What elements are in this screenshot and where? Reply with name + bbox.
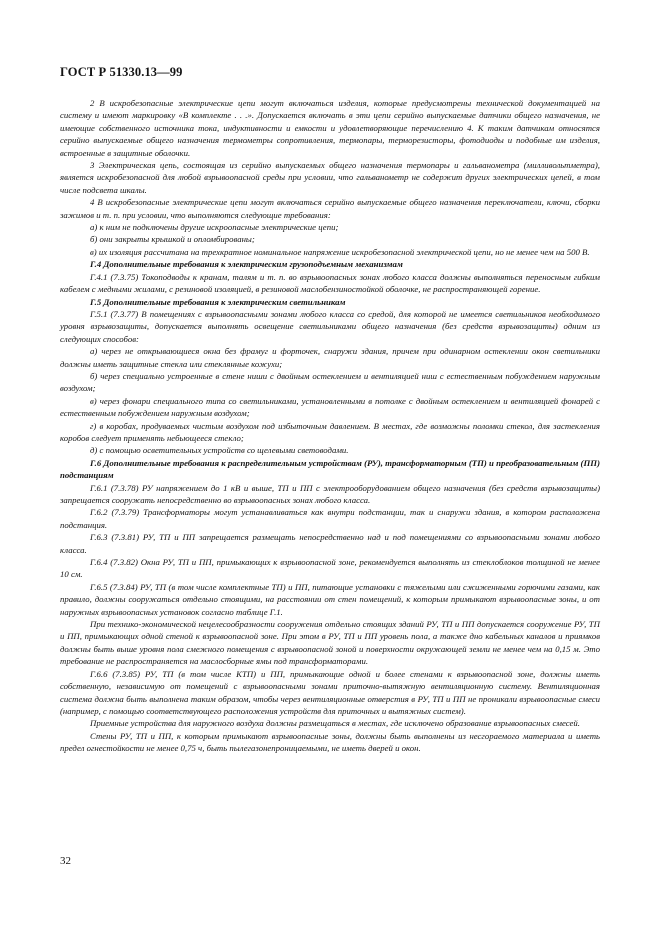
clause-g6-5-cont: При технико-экономической нецелесообразности сооружения отдельно стоящих зданий РУ, ТП и ПП допускается сооружение РУ, ТП и ПП, примыкающих одной стеной к взрывоопасной зоне. При этом в РУ, ТП и ПП уровень пола, а также дно кабельных каналов и приямков должны быть выше уровня пола смежного помещения с взрывоопасной зоной и поверхности окружающей земли не менее чем на 0,15 м. Это требование не распространяется на маслосборные ямы под трансформаторами. (60, 619, 600, 667)
clause-g6-3: Г.6.3 (7.3.81) РУ, ТП и ПП запрещается размещать непосредственно над и под помещениями со взрывоопасными зонами любого класса. (60, 532, 600, 555)
section-heading-g4: Г.4 Дополнительные требования к электрическим грузоподъемным механизмам (90, 259, 403, 270)
clause-g6-6: Г.6.6 (7.3.85) РУ, ТП (в том числе КТП) и ПП, примыкающие одной и более стенами к взрывоопасной зоне, должны иметь собственную, независимую от помещений с взрывоопасными зонами приточно-вытяжную вентиляционную систему. Вентиляционная система должна быть выполнена таким образом, чтобы через вентиляционные отверстия в РУ, ТП и ПП не проникали взрывоопасные смеси (например, с помощью соответствующего расположения устройств для приточных и вытяжных систем). (60, 668, 600, 716)
standard-header: ГОСТ Р 51330.13—99 (60, 65, 183, 79)
list-item-b: б) они закрыты крышкой и опломбированы; (90, 234, 255, 245)
clause-g6-6-cont: Приемные устройства для наружного воздуха должны размещаться в местах, где исключено образование взрывоопасных смесей. (90, 718, 580, 729)
clause-g6-6-walls: Стены РУ, ТП и ПП, к которым примыкают взрывоопасные зоны, должны быть выполнены из несгораемого материала и иметь предел огнестойкости не менее 0,75 ч, быть пылегазонепроницаемыми, не иметь дверей и окон. (60, 730, 600, 754)
list-item-a: а) к ним не подключены другие искроопасные электрические цепи; (90, 222, 339, 233)
section-heading-g5: Г.5 Дополнительные требования к электрическим светильникам (90, 296, 346, 307)
list-item-v: в) через фонари специального типа со светильниками, установленными в потолке с двойным остеклением и вентиляцией фонарей с естественным побуждением наружным воздухом; (60, 395, 600, 419)
clause-g6-2: Г.6.2 (7.3.79) Трансформаторы могут устанавливаться как внутри подстанции, так и снаружи здания, в котором расположена подстанция. (60, 507, 600, 530)
list-item-v: в) их изоляция рассчитана на трехкратное номинальное напряжение искробезопасной электрической цепи, но не менее чем на 500 В. (90, 246, 590, 257)
section-heading-g6: Г.6 Дополнительные требования к распределительным устройствам (РУ), трансформаторным (ТП) и преобразовательным (ПП) подстанциям (60, 457, 600, 481)
list-item-g: г) в коробах, продуваемых чистым воздухом под избыточным давлением. В местах, где возможны поломки стекол, для застекления коробов следует применять небьющееся стекло; (60, 420, 600, 443)
list-item-b: б) через специально устроенные в стене ниши с двойным остеклением и вентиляцией ниш с естественным побуждением наружным воздухом; (60, 370, 600, 394)
note-3: 3 Электрическая цепь, состоящая из серийно выпускаемых общего назначения термопары и гальванометра (милливольтметра), является искробезопасной для любой взрывоопасной среды при условии, что гальванометр не содержит других электрических цепей, в том числе подсвета шкалы. (60, 160, 600, 195)
note-2: 2 В искробезопасные электрические цепи могут включаться изделия, которые предусмотрены технической документацией на систему и имеют маркировку «В комплекте . . .». Допускается включать в эти цепи серийно выпускаемые датчики общего назначения, не имеющие собственного источника тока, индуктивности и емкости и удовлетворяющие перечислению 4. К таким датчикам относятся серийно выпускаемые общего назначения термометры сопротивления, термопары, терморезисторы, фотодиоды и подобные им изделия, встроенные в защитные оболочки. (60, 98, 600, 158)
clause-g6-1: Г.6.1 (7.3.78) РУ напряжением до 1 кВ и выше, ТП и ПП с электрооборудованием общего назначения (без средств взрывозащиты) запрещается сооружать непосредственно во взрывоопасных зонах любого класса. (60, 482, 600, 505)
clause-g4-1: Г.4.1 (7.3.75) Токоподводы к кранам, талям и т. п. во взрывоопасных зонах любого класса должны выполняться переносным гибким кабелем с медными жилами, с резиновой изоляцией, в резиновой маслобензиностойкой оболочке, не распространяющей горение. (60, 271, 600, 295)
page-number: 32 (60, 855, 71, 867)
clause-g6-5: Г.6.5 (7.3.84) РУ, ТП (в том числе комплектные ТП) и ПП, питающие установки с тяжелыми или сжиженными горючими газами, как правило, должны сооружаться отдельно стоящими, на расстоянии от стен помещений, к которым примыкают взрывоопасные зоны, и от наружных взрывоопасных установок согласно таблице Г.1. (60, 581, 600, 617)
clause-g5-1: Г.5.1 (7.3.77) В помещениях с взрывоопасными зонами любого класса со средой, для которой не имеется светильников необходимого уровня взрывозащиты, допускается выполнять освещение светильниками общего назначения (без средств взрывозащиты) одним из следующих способов: (60, 308, 600, 344)
document-body (60, 97, 600, 755)
clause-g6-4: Г.6.4 (7.3.82) Окна РУ, ТП и ПП, примыкающих к взрывоопасной зоне, рекомендуется выполнять из стеклоблоков толщиной не менее 10 см. (60, 557, 600, 580)
note-4: 4 В искробезопасные электрические цепи могут включаться серийно выпускаемые общего назначения переключатели, ключи, сборки зажимов и т. п. при условии, что выполняются следующие требования: (60, 197, 600, 220)
list-item-d: д) с помощью осветительных устройств со щелевыми световодами. (90, 445, 349, 456)
list-item-a: а) через не открывающиеся окна без фрамуг и форточек, снаружи здания, причем при одинарном остеклении окон светильники должны иметь защитные стекла или стеклянные кожухи; (60, 346, 600, 369)
